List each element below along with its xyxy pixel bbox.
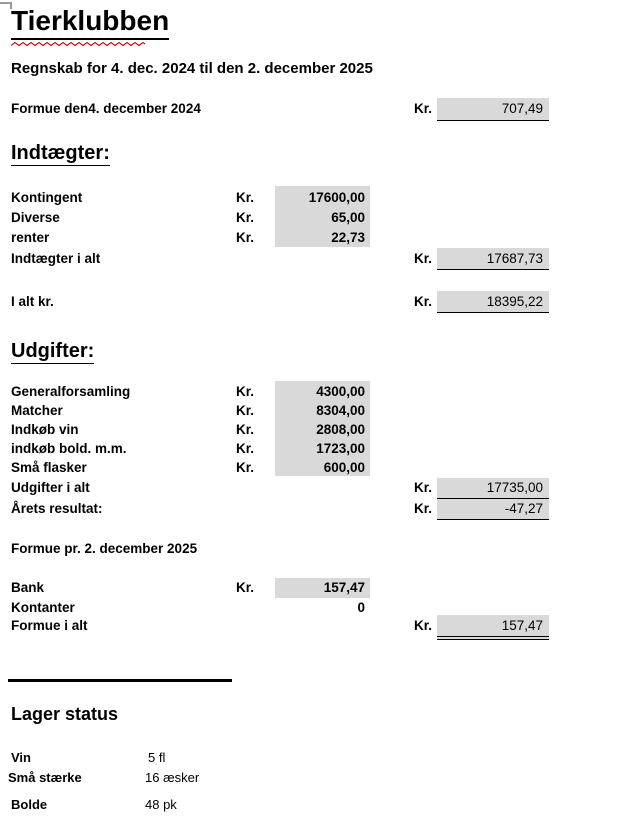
year-result-row <box>0 499 640 519</box>
inventory-section-heading: Lager status <box>11 704 119 724</box>
item-label: Små stærke <box>8 770 82 785</box>
amount-cell: 157,47 <box>437 615 549 640</box>
income-section-heading: Indtægter: <box>11 142 110 164</box>
closing-total-row <box>0 615 640 636</box>
row-label: Udgifter i alt <box>11 480 90 495</box>
row-label: indkøb bold. m.m. <box>11 441 127 456</box>
currency-label: Kr. <box>236 190 255 205</box>
row-label: renter <box>11 230 50 245</box>
expenses-section-heading: Udgifter: <box>11 340 95 362</box>
page-title: Tierklubben <box>11 5 169 40</box>
inventory-row <box>0 750 640 766</box>
row-label: I alt kr. <box>11 294 54 309</box>
expense-row <box>0 382 640 401</box>
row-label: Formue i alt <box>11 618 88 633</box>
grand-total-row <box>0 291 640 312</box>
currency-label: Kr. <box>236 230 255 245</box>
item-quantity: 16 æsker <box>145 770 200 785</box>
row-label: Kontingent <box>11 190 83 205</box>
amount-cell: 65,00 <box>331 210 365 225</box>
amount-cell: 22,73 <box>331 230 365 245</box>
row-label: Indkøb vin <box>11 422 79 437</box>
amount-cell: 707,49 <box>437 98 549 121</box>
row-label: Indtægter i alt <box>11 251 101 266</box>
amount-cell: 600,00 <box>323 460 365 475</box>
amount-cell: -47,27 <box>437 499 549 520</box>
item-quantity: 48 pk <box>145 797 177 812</box>
opening-balance-row <box>0 98 640 120</box>
amount-cell: 17735,00 <box>437 478 549 499</box>
row-label: Formue den4. december 2024 <box>11 101 201 116</box>
amount-cell: 0 <box>357 600 365 615</box>
bank-row <box>0 578 640 598</box>
currency-label: Kr. <box>236 210 255 225</box>
currency-label: Kr. <box>414 501 433 516</box>
spellcheck-squiggle-icon <box>11 41 149 47</box>
amount-cell: 157,47 <box>323 580 365 595</box>
income-total-row <box>0 248 640 269</box>
row-label: Bank <box>11 580 45 595</box>
report-period-subtitle: Regnskab for 4. dec. 2024 til den 2. december 2025 <box>11 60 373 77</box>
closing-balance-heading: Formue pr. 2. december 2025 <box>11 541 198 556</box>
expense-row <box>0 401 640 420</box>
amount-cell: 8304,00 <box>316 403 365 418</box>
currency-label: Kr. <box>236 403 255 418</box>
income-row <box>0 208 640 228</box>
signature-divider-line <box>8 679 232 682</box>
currency-label: Kr. <box>236 384 255 399</box>
amount-cell: 17687,73 <box>437 248 549 270</box>
item-label: Bolde <box>11 797 48 812</box>
row-label: Små flasker <box>11 460 87 475</box>
currency-label: Kr. <box>414 618 433 633</box>
expense-row <box>0 420 640 439</box>
expenses-total-row <box>0 478 640 498</box>
expense-row <box>0 439 640 458</box>
currency-label: Kr. <box>236 422 255 437</box>
row-label: Diverse <box>11 210 60 225</box>
income-row <box>0 188 640 208</box>
currency-label: Kr. <box>414 294 433 309</box>
amount-cell: 4300,00 <box>316 384 365 399</box>
row-label: Generalforsamling <box>11 384 131 399</box>
inventory-row <box>0 797 640 813</box>
row-label: Kontanter <box>11 600 75 615</box>
inventory-row <box>0 770 640 786</box>
currency-label: Kr. <box>236 441 255 456</box>
expense-row <box>0 458 640 477</box>
currency-label: Kr. <box>414 480 433 495</box>
row-label: Årets resultat: <box>11 501 103 516</box>
amount-cell: 18395,22 <box>437 291 549 313</box>
amount-cell: 2808,00 <box>316 422 365 437</box>
currency-label: Kr. <box>414 101 433 116</box>
item-quantity: 5 fl <box>148 750 166 765</box>
row-label: Matcher <box>11 403 63 418</box>
currency-label: Kr. <box>236 580 255 595</box>
amount-cell: 1723,00 <box>316 441 365 456</box>
income-row <box>0 228 640 248</box>
amount-cell: 17600,00 <box>308 190 365 205</box>
currency-label: Kr. <box>414 251 433 266</box>
currency-label: Kr. <box>236 460 255 475</box>
item-label: Vin <box>11 750 31 765</box>
